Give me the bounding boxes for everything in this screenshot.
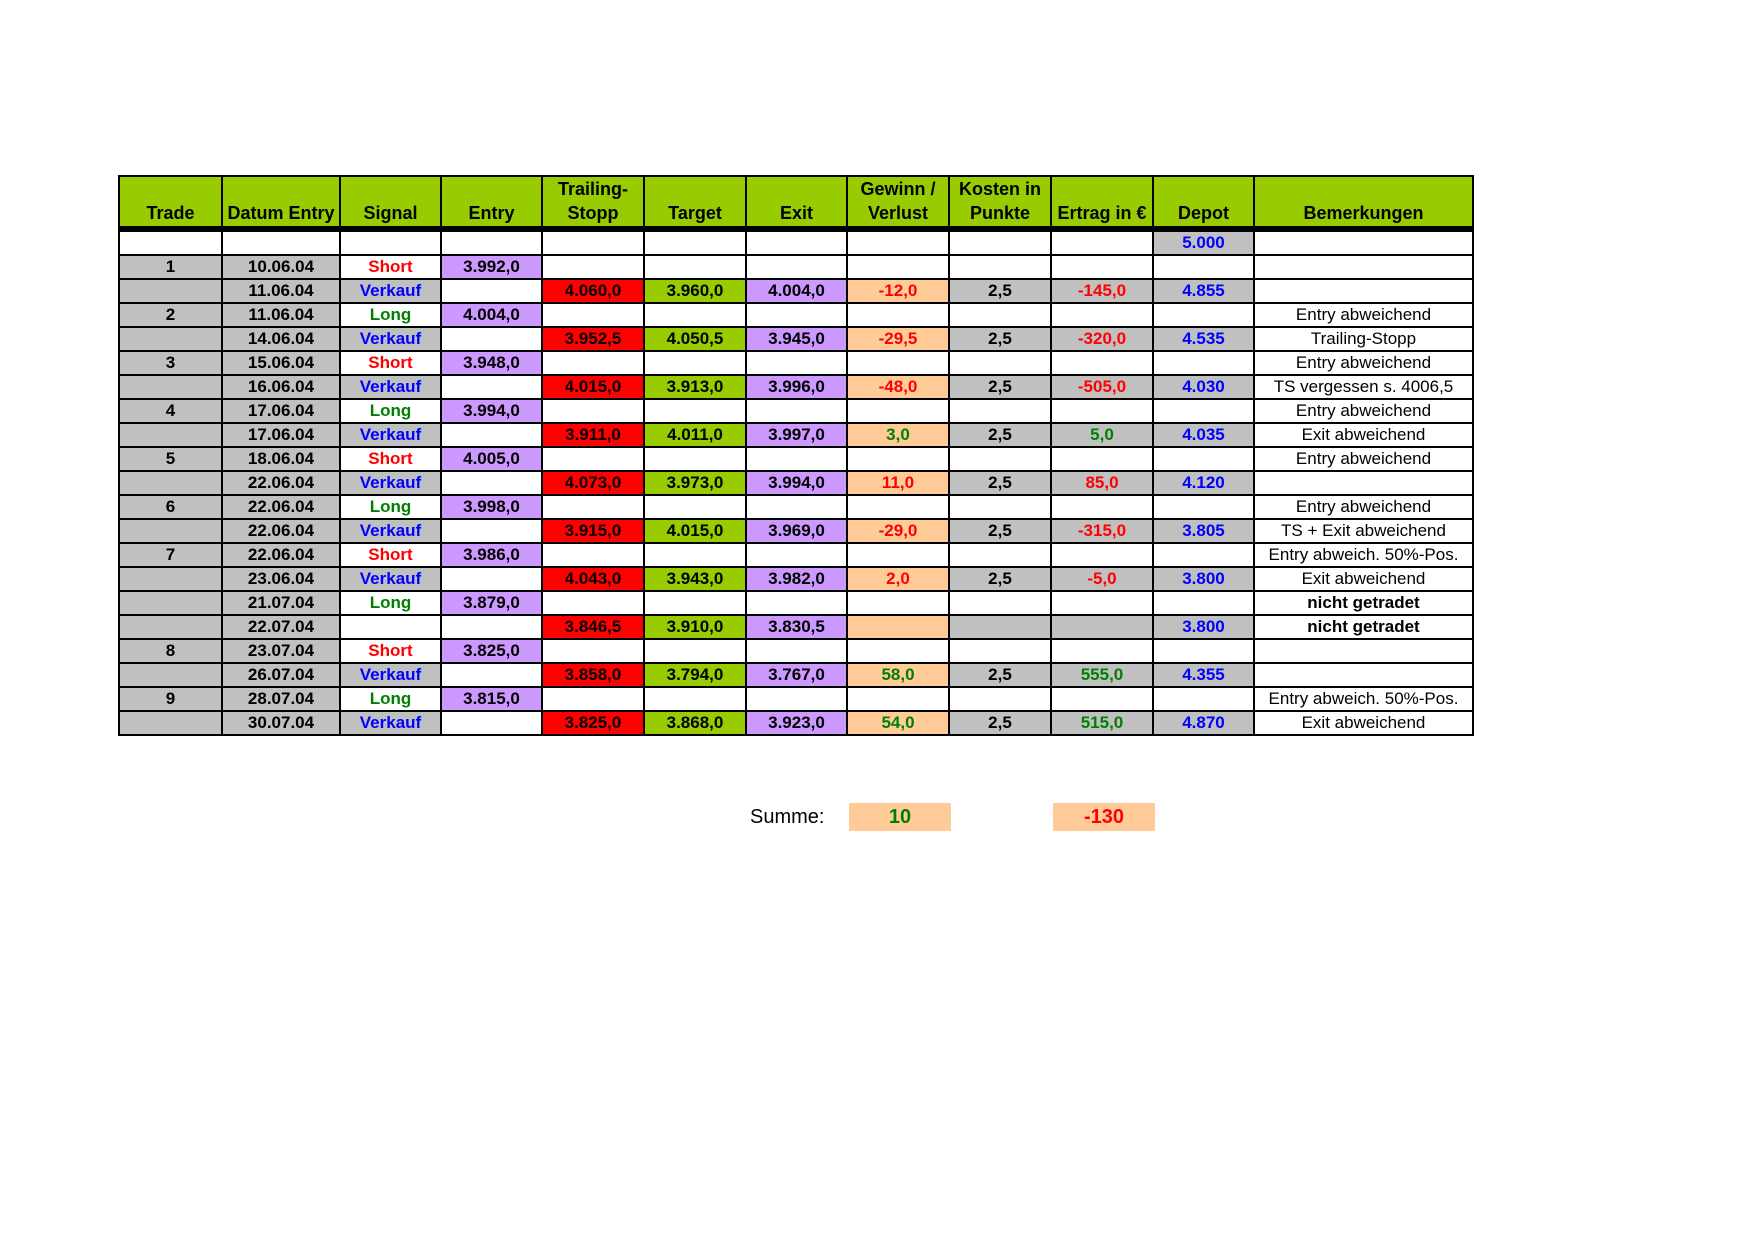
cell-target: 3.943,0 <box>644 567 746 591</box>
cell-trade <box>119 663 222 687</box>
cell-depot <box>1153 543 1254 567</box>
cell-datum: 21.07.04 <box>222 591 340 615</box>
cell-gewinn-verlust <box>847 447 949 471</box>
cell-target: 3.973,0 <box>644 471 746 495</box>
cell-exit <box>746 255 847 279</box>
cell-datum: 15.06.04 <box>222 351 340 375</box>
cell-depot: 3.805 <box>1153 519 1254 543</box>
cell-datum: 22.06.04 <box>222 495 340 519</box>
cell-trailing-stopp <box>542 495 644 519</box>
cell-trailing-stopp: 3.858,0 <box>542 663 644 687</box>
cell-entry <box>441 327 542 351</box>
cell-depot <box>1153 495 1254 519</box>
cell-depot: 4.355 <box>1153 663 1254 687</box>
cell-datum <box>222 229 340 255</box>
cell-target <box>644 495 746 519</box>
cell-datum: 11.06.04 <box>222 279 340 303</box>
cell-depot: 4.855 <box>1153 279 1254 303</box>
cell-signal: Short <box>340 639 441 663</box>
cell-trailing-stopp: 3.846,5 <box>542 615 644 639</box>
cell-gewinn-verlust <box>847 543 949 567</box>
cell-exit: 3.923,0 <box>746 711 847 735</box>
cell-depot <box>1153 351 1254 375</box>
cell-exit <box>746 447 847 471</box>
cell-ertrag: -320,0 <box>1051 327 1153 351</box>
cell-datum: 17.06.04 <box>222 423 340 447</box>
table-row <box>119 351 1473 375</box>
cell-ertrag <box>1051 591 1153 615</box>
table-row <box>119 255 1473 279</box>
cell-signal: Long <box>340 687 441 711</box>
cell-datum: 11.06.04 <box>222 303 340 327</box>
cell-entry <box>441 229 542 255</box>
header-depot: Depot <box>1153 176 1254 229</box>
cell-exit <box>746 351 847 375</box>
cell-signal: Verkauf <box>340 471 441 495</box>
cell-entry: 3.948,0 <box>441 351 542 375</box>
header-row <box>119 176 1473 229</box>
cell-gewinn-verlust <box>847 495 949 519</box>
cell-signal: Short <box>340 351 441 375</box>
cell-trailing-stopp: 4.073,0 <box>542 471 644 495</box>
cell-gewinn-verlust <box>847 591 949 615</box>
cell-trade: 9 <box>119 687 222 711</box>
cell-datum: 28.07.04 <box>222 687 340 711</box>
cell-trade <box>119 375 222 399</box>
cell-ertrag: -5,0 <box>1051 567 1153 591</box>
cell-bemerkungen: nicht getradet <box>1254 591 1473 615</box>
cell-trade <box>119 423 222 447</box>
cell-kosten: 2,5 <box>949 471 1051 495</box>
cell-bemerkungen: Entry abweich. 50%-Pos. <box>1254 543 1473 567</box>
cell-datum: 23.06.04 <box>222 567 340 591</box>
cell-ertrag <box>1051 303 1153 327</box>
cell-entry <box>441 567 542 591</box>
cell-entry: 3.986,0 <box>441 543 542 567</box>
cell-depot <box>1153 255 1254 279</box>
cell-kosten <box>949 639 1051 663</box>
table-row <box>119 615 1473 639</box>
cell-target: 4.050,5 <box>644 327 746 351</box>
cell-bemerkungen: Entry abweich. 50%-Pos. <box>1254 687 1473 711</box>
cell-trade: 2 <box>119 303 222 327</box>
cell-exit <box>746 687 847 711</box>
cell-bemerkungen: Exit abweichend <box>1254 423 1473 447</box>
table-row <box>119 639 1473 663</box>
cell-ertrag <box>1051 399 1153 423</box>
cell-gewinn-verlust: -48,0 <box>847 375 949 399</box>
cell-trade <box>119 279 222 303</box>
cell-datum: 26.07.04 <box>222 663 340 687</box>
cell-trailing-stopp <box>542 687 644 711</box>
cell-entry <box>441 615 542 639</box>
cell-ertrag: 5,0 <box>1051 423 1153 447</box>
cell-exit: 3.830,5 <box>746 615 847 639</box>
cell-trade <box>119 471 222 495</box>
table-row <box>119 567 1473 591</box>
cell-trailing-stopp <box>542 229 644 255</box>
cell-target: 3.913,0 <box>644 375 746 399</box>
cell-datum: 14.06.04 <box>222 327 340 351</box>
cell-signal: Long <box>340 303 441 327</box>
cell-trailing-stopp <box>542 543 644 567</box>
cell-entry: 3.879,0 <box>441 591 542 615</box>
cell-kosten <box>949 687 1051 711</box>
cell-depot: 4.870 <box>1153 711 1254 735</box>
cell-target: 3.794,0 <box>644 663 746 687</box>
cell-signal: Verkauf <box>340 423 441 447</box>
cell-trailing-stopp: 4.043,0 <box>542 567 644 591</box>
cell-bemerkungen: Entry abweichend <box>1254 303 1473 327</box>
cell-trade <box>119 567 222 591</box>
cell-gewinn-verlust: -29,0 <box>847 519 949 543</box>
cell-target: 3.960,0 <box>644 279 746 303</box>
cell-datum: 22.06.04 <box>222 519 340 543</box>
cell-kosten: 2,5 <box>949 519 1051 543</box>
cell-depot: 4.120 <box>1153 471 1254 495</box>
table-row <box>119 591 1473 615</box>
cell-target: 4.011,0 <box>644 423 746 447</box>
cell-depot <box>1153 447 1254 471</box>
cell-exit <box>746 591 847 615</box>
header-datum-entry: Datum Entry <box>222 176 340 229</box>
cell-trailing-stopp <box>542 351 644 375</box>
cell-bemerkungen <box>1254 471 1473 495</box>
cell-kosten: 2,5 <box>949 375 1051 399</box>
cell-ertrag <box>1051 543 1153 567</box>
cell-ertrag: -145,0 <box>1051 279 1153 303</box>
cell-bemerkungen: TS vergessen s. 4006,5 <box>1254 375 1473 399</box>
cell-depot: 4.535 <box>1153 327 1254 351</box>
cell-bemerkungen <box>1254 229 1473 255</box>
cell-signal <box>340 229 441 255</box>
table-row <box>119 375 1473 399</box>
cell-target: 3.910,0 <box>644 615 746 639</box>
cell-exit: 3.982,0 <box>746 567 847 591</box>
cell-entry: 3.992,0 <box>441 255 542 279</box>
cell-kosten <box>949 229 1051 255</box>
cell-datum: 17.06.04 <box>222 399 340 423</box>
table-row <box>119 229 1473 255</box>
cell-depot <box>1153 399 1254 423</box>
table-row <box>119 279 1473 303</box>
cell-trade <box>119 519 222 543</box>
cell-signal: Long <box>340 591 441 615</box>
table-row <box>119 327 1473 351</box>
cell-exit <box>746 639 847 663</box>
cell-target <box>644 687 746 711</box>
cell-ertrag <box>1051 229 1153 255</box>
table-row <box>119 447 1473 471</box>
cell-trade: 6 <box>119 495 222 519</box>
cell-kosten: 2,5 <box>949 663 1051 687</box>
table-row <box>119 303 1473 327</box>
cell-gewinn-verlust: -29,5 <box>847 327 949 351</box>
cell-signal: Short <box>340 543 441 567</box>
cell-signal: Short <box>340 255 441 279</box>
summe-label: Summe: <box>750 806 825 828</box>
cell-entry: 3.994,0 <box>441 399 542 423</box>
cell-entry <box>441 279 542 303</box>
cell-trailing-stopp <box>542 591 644 615</box>
cell-bemerkungen <box>1254 639 1473 663</box>
header-ertrag: Ertrag in € <box>1051 176 1153 229</box>
cell-entry: 4.004,0 <box>441 303 542 327</box>
cell-trailing-stopp: 3.911,0 <box>542 423 644 447</box>
cell-target: 3.868,0 <box>644 711 746 735</box>
cell-signal <box>340 615 441 639</box>
cell-trailing-stopp: 3.915,0 <box>542 519 644 543</box>
cell-depot: 4.030 <box>1153 375 1254 399</box>
cell-ertrag: 515,0 <box>1051 711 1153 735</box>
summe-ertrag-value: -130 <box>1053 803 1155 831</box>
cell-bemerkungen: nicht getradet <box>1254 615 1473 639</box>
cell-exit: 4.004,0 <box>746 279 847 303</box>
cell-entry <box>441 471 542 495</box>
cell-bemerkungen: Exit abweichend <box>1254 711 1473 735</box>
cell-bemerkungen <box>1254 663 1473 687</box>
cell-exit <box>746 495 847 519</box>
cell-exit: 3.996,0 <box>746 375 847 399</box>
cell-exit: 3.997,0 <box>746 423 847 447</box>
cell-trailing-stopp <box>542 399 644 423</box>
cell-signal: Long <box>340 495 441 519</box>
cell-gewinn-verlust <box>847 303 949 327</box>
table-row <box>119 495 1473 519</box>
cell-kosten <box>949 591 1051 615</box>
cell-ertrag <box>1051 687 1153 711</box>
cell-gewinn-verlust <box>847 351 949 375</box>
cell-entry: 3.825,0 <box>441 639 542 663</box>
cell-trailing-stopp <box>542 639 644 663</box>
cell-bemerkungen: Trailing-Stopp <box>1254 327 1473 351</box>
cell-kosten: 2,5 <box>949 327 1051 351</box>
cell-target <box>644 543 746 567</box>
cell-entry: 3.998,0 <box>441 495 542 519</box>
header-signal: Signal <box>340 176 441 229</box>
cell-target <box>644 591 746 615</box>
table-row <box>119 687 1473 711</box>
header-target: Target <box>644 176 746 229</box>
cell-datum: 18.06.04 <box>222 447 340 471</box>
cell-trailing-stopp: 3.952,5 <box>542 327 644 351</box>
table-row <box>119 471 1473 495</box>
cell-datum: 22.07.04 <box>222 615 340 639</box>
cell-signal: Verkauf <box>340 279 441 303</box>
cell-depot <box>1153 639 1254 663</box>
cell-depot <box>1153 303 1254 327</box>
cell-ertrag <box>1051 495 1153 519</box>
cell-exit: 3.767,0 <box>746 663 847 687</box>
table-row <box>119 519 1473 543</box>
summary-row <box>740 803 1740 831</box>
header-gewinn-verlust: Gewinn / Verlust <box>847 176 949 229</box>
cell-depot <box>1153 591 1254 615</box>
cell-bemerkungen: Exit abweichend <box>1254 567 1473 591</box>
cell-gewinn-verlust: 3,0 <box>847 423 949 447</box>
cell-kosten: 2,5 <box>949 711 1051 735</box>
cell-kosten <box>949 615 1051 639</box>
cell-signal: Verkauf <box>340 327 441 351</box>
cell-trade <box>119 327 222 351</box>
cell-exit <box>746 229 847 255</box>
cell-signal: Verkauf <box>340 519 441 543</box>
cell-gewinn-verlust: 2,0 <box>847 567 949 591</box>
cell-gewinn-verlust: -12,0 <box>847 279 949 303</box>
cell-gewinn-verlust <box>847 255 949 279</box>
cell-kosten <box>949 447 1051 471</box>
trade-journal-table <box>118 175 1474 736</box>
cell-trade <box>119 711 222 735</box>
cell-signal: Verkauf <box>340 375 441 399</box>
cell-bemerkungen: Entry abweichend <box>1254 447 1473 471</box>
table-row <box>119 663 1473 687</box>
cell-bemerkungen: Entry abweichend <box>1254 351 1473 375</box>
cell-target <box>644 229 746 255</box>
cell-gewinn-verlust <box>847 615 949 639</box>
cell-exit: 3.994,0 <box>746 471 847 495</box>
cell-bemerkungen <box>1254 255 1473 279</box>
cell-ertrag: -505,0 <box>1051 375 1153 399</box>
cell-target: 4.015,0 <box>644 519 746 543</box>
cell-datum: 30.07.04 <box>222 711 340 735</box>
cell-kosten <box>949 303 1051 327</box>
cell-entry <box>441 375 542 399</box>
cell-target <box>644 639 746 663</box>
cell-kosten <box>949 495 1051 519</box>
cell-bemerkungen: Entry abweichend <box>1254 399 1473 423</box>
cell-ertrag <box>1051 351 1153 375</box>
header-exit: Exit <box>746 176 847 229</box>
cell-entry: 3.815,0 <box>441 687 542 711</box>
cell-exit: 3.945,0 <box>746 327 847 351</box>
header-kosten: Kosten in Punkte <box>949 176 1051 229</box>
cell-ertrag <box>1051 447 1153 471</box>
cell-entry: 4.005,0 <box>441 447 542 471</box>
cell-depot: 4.035 <box>1153 423 1254 447</box>
cell-signal: Short <box>340 447 441 471</box>
cell-trailing-stopp: 4.015,0 <box>542 375 644 399</box>
cell-gewinn-verlust: 58,0 <box>847 663 949 687</box>
cell-kosten <box>949 255 1051 279</box>
table-row <box>119 399 1473 423</box>
cell-trade <box>119 615 222 639</box>
cell-datum: 10.06.04 <box>222 255 340 279</box>
cell-gewinn-verlust <box>847 399 949 423</box>
cell-ertrag: 555,0 <box>1051 663 1153 687</box>
cell-datum: 23.07.04 <box>222 639 340 663</box>
cell-trade: 5 <box>119 447 222 471</box>
cell-trailing-stopp: 4.060,0 <box>542 279 644 303</box>
cell-target <box>644 303 746 327</box>
cell-trade <box>119 229 222 255</box>
table-body <box>119 229 1473 735</box>
cell-gewinn-verlust <box>847 639 949 663</box>
cell-kosten: 2,5 <box>949 279 1051 303</box>
cell-trailing-stopp <box>542 303 644 327</box>
cell-bemerkungen: Entry abweichend <box>1254 495 1473 519</box>
cell-ertrag: 85,0 <box>1051 471 1153 495</box>
cell-gewinn-verlust: 54,0 <box>847 711 949 735</box>
cell-trade: 7 <box>119 543 222 567</box>
cell-trade: 8 <box>119 639 222 663</box>
header-trailing-stopp: Trailing- Stopp <box>542 176 644 229</box>
cell-trade: 4 <box>119 399 222 423</box>
table-row <box>119 423 1473 447</box>
cell-depot: 3.800 <box>1153 567 1254 591</box>
header-entry: Entry <box>441 176 542 229</box>
header-trade: Trade <box>119 176 222 229</box>
cell-trailing-stopp <box>542 255 644 279</box>
cell-entry <box>441 519 542 543</box>
cell-kosten: 2,5 <box>949 567 1051 591</box>
cell-ertrag <box>1051 639 1153 663</box>
cell-signal: Verkauf <box>340 567 441 591</box>
cell-ertrag <box>1051 255 1153 279</box>
cell-exit <box>746 543 847 567</box>
cell-gewinn-verlust: 11,0 <box>847 471 949 495</box>
cell-target <box>644 351 746 375</box>
cell-trailing-stopp: 3.825,0 <box>542 711 644 735</box>
cell-bemerkungen: TS + Exit abweichend <box>1254 519 1473 543</box>
header-bemerkungen: Bemerkungen <box>1254 176 1473 229</box>
cell-datum: 22.06.04 <box>222 471 340 495</box>
cell-exit: 3.969,0 <box>746 519 847 543</box>
cell-depot <box>1153 687 1254 711</box>
cell-gewinn-verlust <box>847 687 949 711</box>
cell-target <box>644 447 746 471</box>
table-row <box>119 711 1473 735</box>
cell-entry <box>441 423 542 447</box>
cell-trade: 3 <box>119 351 222 375</box>
cell-trailing-stopp <box>542 447 644 471</box>
cell-ertrag <box>1051 615 1153 639</box>
cell-target <box>644 399 746 423</box>
cell-ertrag: -315,0 <box>1051 519 1153 543</box>
cell-datum: 22.06.04 <box>222 543 340 567</box>
cell-depot: 5.000 <box>1153 229 1254 255</box>
cell-signal: Long <box>340 399 441 423</box>
cell-gewinn-verlust <box>847 229 949 255</box>
cell-trade: 1 <box>119 255 222 279</box>
table-row <box>119 543 1473 567</box>
cell-signal: Verkauf <box>340 711 441 735</box>
cell-exit <box>746 399 847 423</box>
cell-entry <box>441 663 542 687</box>
cell-datum: 16.06.04 <box>222 375 340 399</box>
cell-bemerkungen <box>1254 279 1473 303</box>
cell-kosten <box>949 543 1051 567</box>
cell-trade <box>119 591 222 615</box>
cell-target <box>644 255 746 279</box>
cell-kosten <box>949 399 1051 423</box>
cell-kosten <box>949 351 1051 375</box>
cell-exit <box>746 303 847 327</box>
cell-depot: 3.800 <box>1153 615 1254 639</box>
cell-signal: Verkauf <box>340 663 441 687</box>
cell-entry <box>441 711 542 735</box>
cell-kosten: 2,5 <box>949 423 1051 447</box>
summe-gewinn-value: 10 <box>849 803 951 831</box>
